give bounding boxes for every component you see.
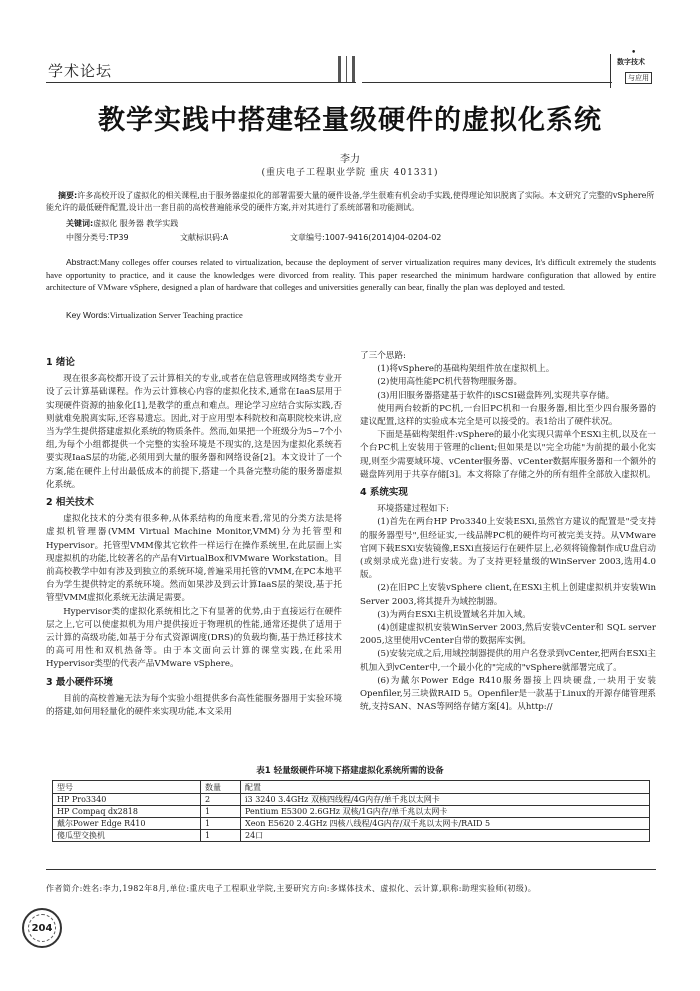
keywords-en-label: Key Words: [66, 310, 110, 320]
step-4: (4)创建虚拟机安装WinServer 2003,然后安装vCenter和 SQL server 2005,这里使用vCenter自带的数据库实例。 [360, 623, 656, 647]
author-affiliation: (重庆电子工程职业学院 重庆 401331) [261, 168, 439, 178]
header-bars-decoration [338, 56, 362, 82]
header-rule-right [362, 82, 612, 83]
hardware-paragraph: 使用两台较新的PC机,一台旧PC机和一台服务器,相比至少四台服务器的建议配置,这样的实验成本完全是可以接受的。表1给出了硬件状况。 [360, 403, 656, 428]
table-cell: 1 [201, 818, 241, 830]
right-continuation: 了三个思路: [360, 351, 406, 361]
step-5: (5)安装完成之后,用域控制器提供的用户名登录到vCenter,把两台ESXi主机加入到vCenter中,一个最小化的"完成的"vSphere就部署完成了。 [360, 649, 656, 673]
section-1-heading: 1 绪论 [46, 357, 75, 368]
table-cell: HP Compaq dx2818 [53, 806, 201, 818]
article-number: 文章编号:1007-9416(2014)04-0204-02 [290, 233, 442, 242]
header-rule-left [46, 82, 356, 83]
page-header [46, 48, 656, 86]
table-cell: 傻瓜型交换机 [53, 830, 201, 842]
table-cell: 1 [201, 806, 241, 818]
keywords-en [66, 309, 676, 322]
author-bio-footnote: 作者简介:姓名:李力,1982年8月,单位:重庆电子工程职业学院,主要研究方向:多媒体技术、虚拟化、云计算,职称:助理实验师(初级)。 [46, 884, 537, 893]
keywords-en-text: Virtualization Server Teaching practice [109, 310, 243, 320]
section-2-heading: 2 相关技术 [46, 497, 94, 509]
table-cell: Xeon E5620 2.4GHz 四核八线程/4G内存/双千兆以太网卡/RAID 5 [241, 818, 650, 830]
idea-3: (3)用旧服务器搭建基于软件的iSCSI磁盘阵列,实现共享存储。 [377, 390, 615, 401]
table-header-row [53, 781, 650, 794]
table-cell: i3 3240 3.4GHz 双核四线程/4G内存/单千兆以太网卡 [241, 794, 650, 806]
section-label: 学术论坛 [48, 62, 113, 80]
idea-1: (1)将vSphere的基础构架组件放在虚拟机上。 [377, 364, 555, 375]
table-cell: 24口 [241, 830, 650, 842]
section-1-paragraph: 现在很多高校都开设了云计算相关的专业,或者在信息管理或网络类专业开设了云计算基础课程。作为云计算核心内容的虚拟化技术,通常在IaaS层用于实现硬件资源的抽象化[1],是教学的重点和难点。理论学习应结合实际实践,否则就难免脱离实际,还容易遗忘。因此,对于应用型本科院校和高职院校来讲,应当为学生提供搭建虚拟化系统的物质条件。然而,如果把一个班级分为5~7个小组,为每个小组都提供一个完整的实验环境是不现实的,这是因为虚拟化系统若要实现IaaS层的功能,必须用到大量的服务器和网络设备[2]。本文设计了一个方案,能在硬件上付出最低成本的前提下,搭建一个具备完整功能的服务器虚拟化系统。 [46, 374, 342, 490]
document-code: 文献标识码:A [180, 233, 229, 242]
table-row [53, 806, 650, 818]
page-number: 204 [31, 923, 53, 934]
hardware-table [52, 780, 650, 842]
table-cell: Pentium E5300 2.6GHz 双核/1G内存/单千兆以太网卡 [241, 806, 650, 818]
table-header-cell: 数量 [201, 781, 241, 794]
table-header-cell: 型号 [53, 781, 201, 794]
journal-logo [610, 48, 656, 88]
idea-2: (2)使用高性能PC机代替物理服务器。 [377, 377, 523, 388]
logo-text-bottom: 与应用 [625, 72, 652, 84]
components-paragraph: 下面是基础构架组件:vSphere的最小化实现只需单个ESXi主机,以及在一个台PC机上安装用于管理的client;但如果是以"完全功能"为前提的最小化实现,则至少需要域环境、vCenter服务器、vCenter数据库服务器和一个额外的磁盘阵列用于共享存储[3]。本文将除了存储之外的所有组件全部放入虚拟机。 [360, 430, 656, 480]
section-2-paragraph-1: 虚拟化技术的分类有很多种,从体系结构的角度来看,常见的分类方法是将虚拟机管理器(VMM Virtual Machine Monitor,VMM)分为托管型和Hypervisor。托管型VMM像其它软件一样运行在操作系统里,在此层面上实现虚拟机的功能,比较著名的产品有VirtualBox和VMware Workstation。目前高校教学中如有涉及到独立的系统环境,普遍采用托管的VMM,在PC本地平台为学生提供特定的系统环境。然而如果涉及到云计算IaaS层的架设,基于托管型VMM虚拟化系统无法满足需要。 [46, 514, 342, 604]
abstract-en [46, 256, 656, 294]
section-4-heading: 4 系统实现 [360, 487, 408, 499]
table-cell: 戴尔Power Edge R410 [53, 818, 201, 830]
right-column [360, 350, 656, 714]
setup-intro: 环境搭建过程如下: [377, 504, 449, 515]
table-row [53, 830, 650, 842]
logo-dot-icon: • [631, 48, 637, 58]
table-caption: 表1 轻量级硬件环境下搭建虚拟化系统所需的设备 [256, 766, 444, 776]
section-3-heading: 3 最小硬件环境 [46, 676, 113, 688]
abstract-en-text: Many colleges offer courses related to virtualization, because the deployment of server virtualization requires many devices, It's difficult extremely the students have opportunity to practice, and it cause the knowledges were divorced from reality. This paper researched the minimum hardware configuration that allowed by entire architecture of VMware vSphere, designed a plan of hardware that colleges and universities generally can bear, finally the plan was deployed and tested. [46, 257, 656, 293]
table-row [53, 818, 650, 830]
footnote-rule [46, 869, 656, 870]
step-2: (2)在旧PC上安装vSphere client,在ESXi主机上创建虚拟机并安装Win Server 2003,将其提升为域控制器。 [360, 583, 656, 607]
step-1: (1)首先在两台HP Pro3340上安装ESXi,虽然官方建议的配置是"受支持的服务器型号",但经证实,一线品牌PC机的硬件均可被完美支持。从VMware官网下载ESXi安装镜像,ESXi直接运行在硬件层上,必须将镜像制作成U盘启动(或刻录成光盘)进行安装。为了支持更轻量级的WinServer 2003,选用4.0版。 [360, 517, 656, 581]
author-name: 李力 [340, 154, 360, 165]
keywords-cn-label: 关键词: [66, 219, 94, 228]
table-row [53, 794, 650, 806]
step-3: (3)为两台ESXi主机设置域名并加入域。 [377, 609, 531, 620]
abstract-cn [46, 190, 656, 214]
table-cell: 2 [201, 794, 241, 806]
logo-text-top: 数字技术 [617, 57, 645, 66]
keywords-cn [66, 218, 676, 230]
paper-title: 教学实践中搭建轻量级硬件的虚拟化系统 [98, 105, 602, 136]
clc-number: 中图分类号:TP39 [66, 233, 129, 242]
table-cell: HP Pro3340 [53, 794, 201, 806]
left-column [46, 352, 342, 719]
section-3-paragraph: 目前的高校普遍无法为每个实验小组提供多台高性能服务器用于实验环境的搭建,如何用轻量化的硬件来实现功能,本文采用 [46, 693, 342, 718]
table-header-cell: 配置 [241, 781, 650, 794]
table-cell: 1 [201, 830, 241, 842]
keywords-cn-text: 虚拟化 服务器 教学实践 [93, 219, 179, 228]
section-2-paragraph-2: Hypervisor类的虚拟化系统相比之下有显著的优势,由于直接运行在硬件层之上,它可以使虚拟机为用户提供接近于物理机的性能,通常还提供了适用于云计算的高级功能,如基于分布式资源调度(DRS)的负载均衡,基于热迁移技术的高可用性和双机热备等。由于本文面向云计算的课堂实践,在此采用Hypervisor类型的代表产品VMware vSphere。 [46, 606, 342, 670]
abstract-en-label: Abstract: [66, 257, 100, 267]
abstract-cn-text: 许多高校开设了虚拟化的相关课程,由于服务器虚拟化的部署需要大量的硬件设备,学生很难有机会动手实践,使得理论知识脱离了实际。本文研究了完整的vSphere所能允许的最低硬件配置,设计出一套目前的高校普遍能承受的硬件方案,并对其进行了系统部署和功能测试。 [46, 191, 655, 212]
abstract-cn-label: 摘要: [58, 191, 78, 200]
step-6: (6)为戴尔Power Edge R410服务器接上四块硬盘,一块用于安装Openfiler,另三块做RAID 5。Openfiler是一款基于Linux的开源存储管理系统,支持SAN、NAS等网络存储方案[4]。从http:// [360, 675, 656, 713]
page-number-badge [22, 908, 62, 948]
